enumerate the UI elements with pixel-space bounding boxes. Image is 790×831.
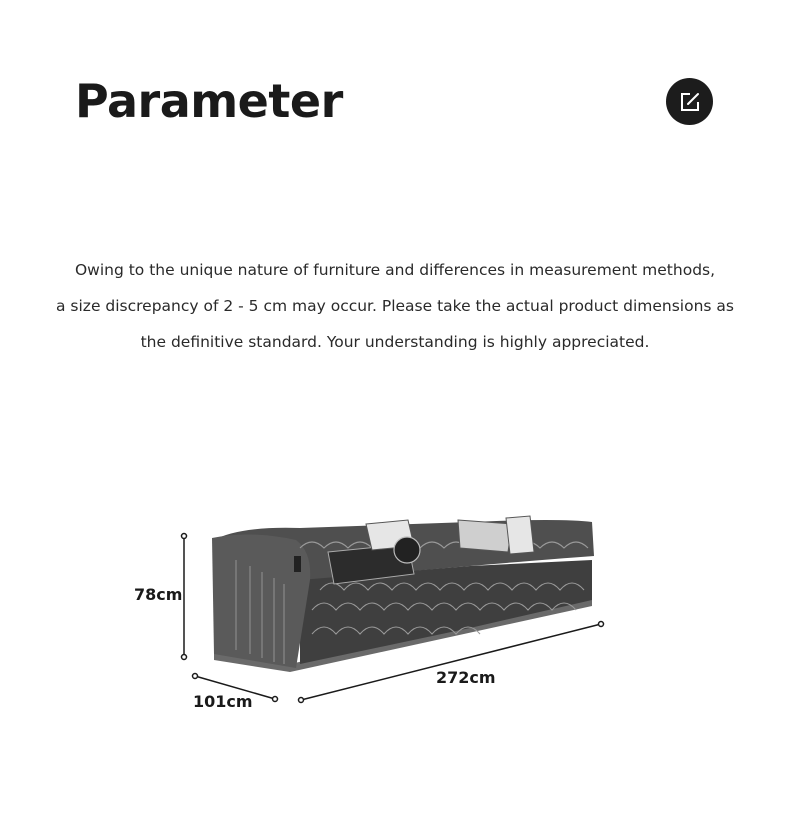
width-label: 272cm: [436, 668, 496, 687]
sofa-illustration: [212, 516, 594, 672]
note-line: a size discrepancy of 2 - 5 cm may occur. Please take the actual product dimensions as: [56, 297, 734, 315]
note-line: Owing to the unique nature of furniture and differences in measurement methods,: [74, 261, 716, 279]
page-title: Parameter: [75, 74, 343, 128]
height-label: 78cm: [134, 585, 183, 604]
depth-label: 101cm: [193, 692, 253, 711]
note-line: the definitive standard. Your understanding is highly appreciated.: [140, 333, 650, 351]
